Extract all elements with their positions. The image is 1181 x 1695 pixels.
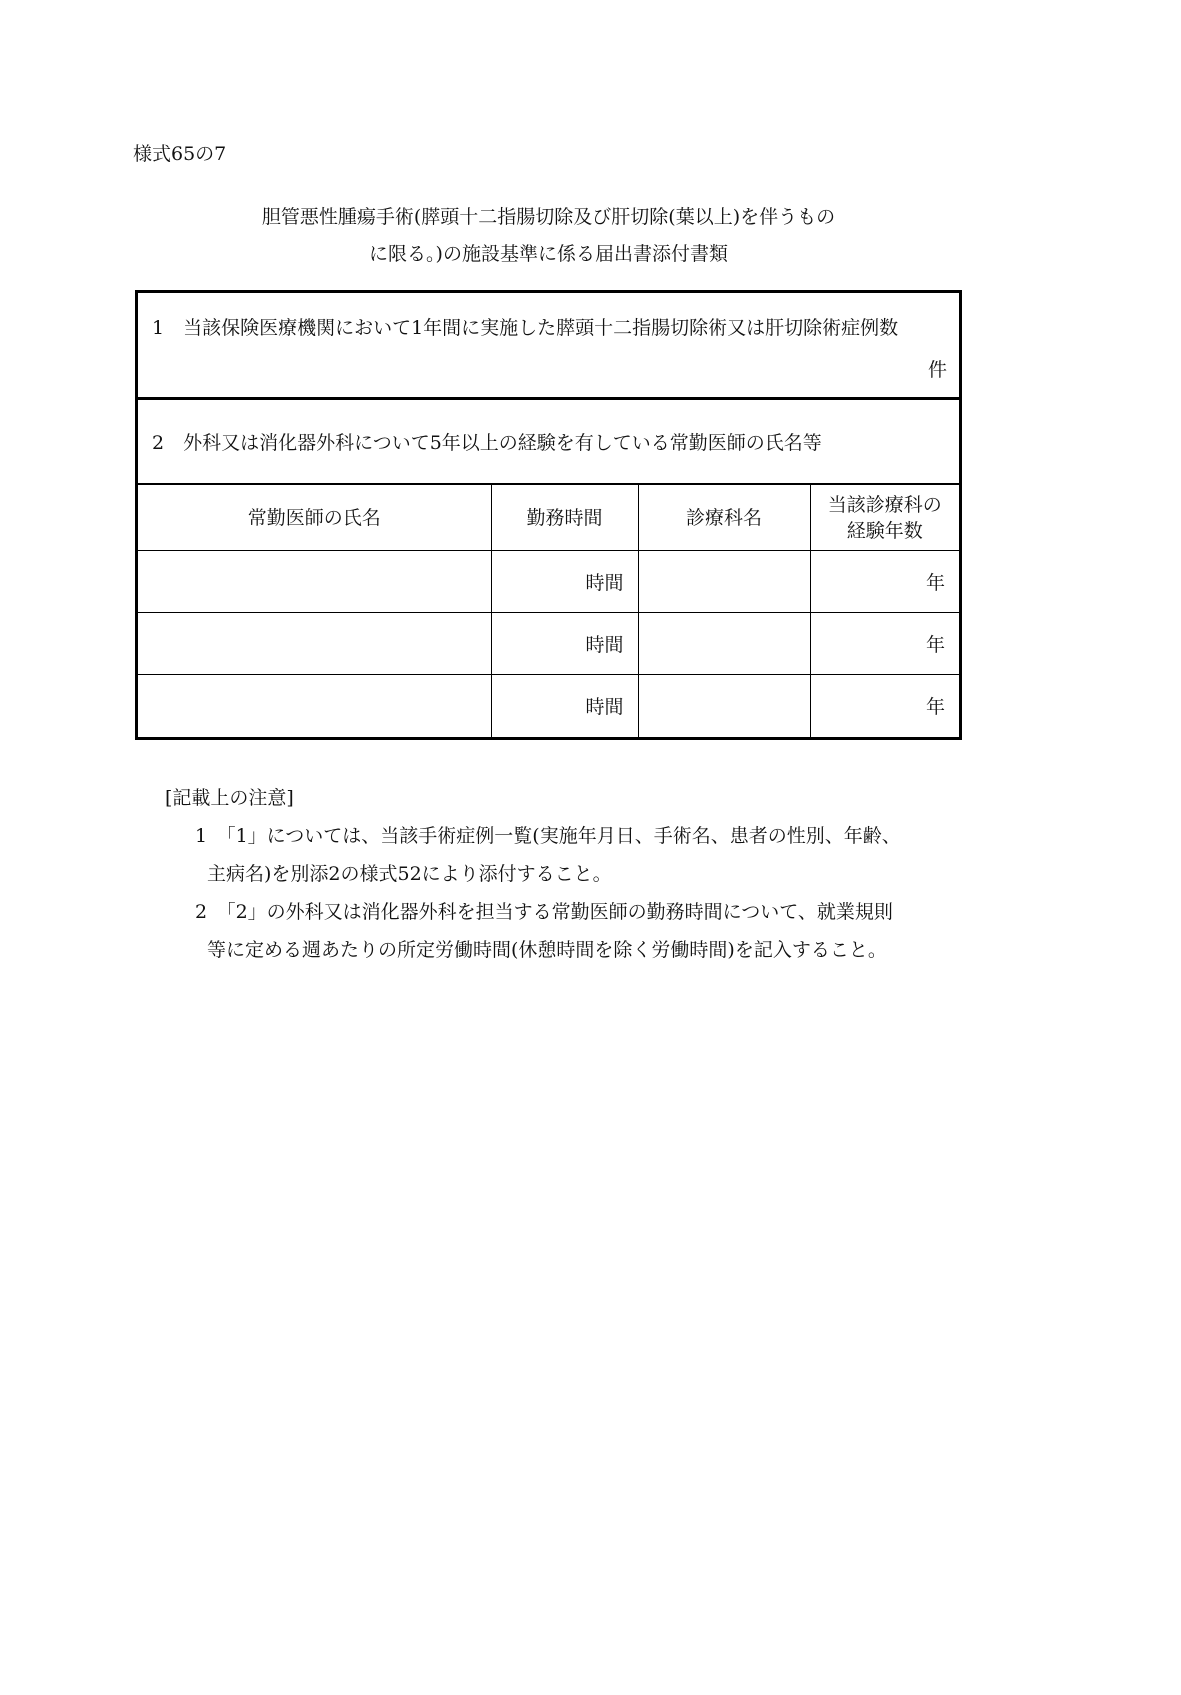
document-title <box>135 199 962 273</box>
experience-years-cell <box>810 613 959 675</box>
department-cell <box>638 551 810 613</box>
physician-row-3 <box>138 675 959 737</box>
section1-count-unit: 件 <box>927 359 947 381</box>
note-2-line-2: 等に定める週あたりの所定労働時間(休憩時間を除く労働時間)を記入すること。 <box>207 939 887 961</box>
column-header-experience-years <box>810 485 959 551</box>
physician-table <box>138 484 959 737</box>
working-hours-cell <box>491 551 638 613</box>
physician-name-cell <box>138 675 491 737</box>
column-header-department: 診療科名 <box>638 485 810 551</box>
physician-name-cell <box>138 613 491 675</box>
note-1-line-1: 1 「1」については、当該手術症例一覧(実施年月日、手術名、患者の性別、年齢、 <box>195 825 901 847</box>
column-header-experience-years-line2: 経験年数 <box>846 519 923 542</box>
document-title-line2: に限る。)の施設基準に係る届出書添付書類 <box>369 243 728 265</box>
working-hours-unit: 時間 <box>585 572 624 594</box>
working-hours-cell <box>491 675 638 737</box>
column-header-physician-name: 常勤医師の氏名 <box>138 485 491 551</box>
department-cell <box>638 675 810 737</box>
experience-years-unit: 年 <box>925 572 945 594</box>
document-title-line1: 胆管悪性腫瘍手術(膵頭十二指腸切除及び肝切除(葉以上)を伴うもの <box>261 206 836 228</box>
experience-years-unit: 年 <box>925 696 945 719</box>
column-header-working-hours: 勤務時間 <box>491 485 638 551</box>
form-number: 様式65の7 <box>133 143 227 165</box>
column-header-experience-years-line1: 当該診療科の <box>827 493 942 516</box>
physician-row-2 <box>138 613 959 675</box>
section2-label: 2 外科又は消化器外科について5年以上の経験を有している常勤医師の氏名等 <box>152 432 822 454</box>
physician-name-cell <box>138 551 491 613</box>
main-table <box>135 290 962 740</box>
physician-row-1 <box>138 551 959 613</box>
physician-table-header-row <box>138 485 959 551</box>
experience-years-cell <box>810 551 959 613</box>
section1-label: 1 当該保険医療機関において1年間に実施した膵頭十二指腸切除術又は肝切除術症例数 <box>152 317 899 339</box>
working-hours-cell <box>491 613 638 675</box>
section2-heading-row <box>138 400 959 484</box>
notes-heading: [記載上の注意] <box>165 787 294 809</box>
experience-years-unit: 年 <box>925 634 945 656</box>
section1-case-count-row <box>138 293 959 400</box>
experience-years-cell <box>810 675 959 737</box>
working-hours-unit: 時間 <box>585 696 624 719</box>
notes-section <box>165 779 995 969</box>
working-hours-unit: 時間 <box>585 634 624 656</box>
note-1-line-2: 主病名)を別添2の様式52により添付すること。 <box>207 863 612 885</box>
note-2-line-1: 2 「2」の外科又は消化器外科を担当する常勤医師の勤務時間について、就業規則 <box>195 901 893 923</box>
department-cell <box>638 613 810 675</box>
section1-count-line <box>152 355 947 382</box>
